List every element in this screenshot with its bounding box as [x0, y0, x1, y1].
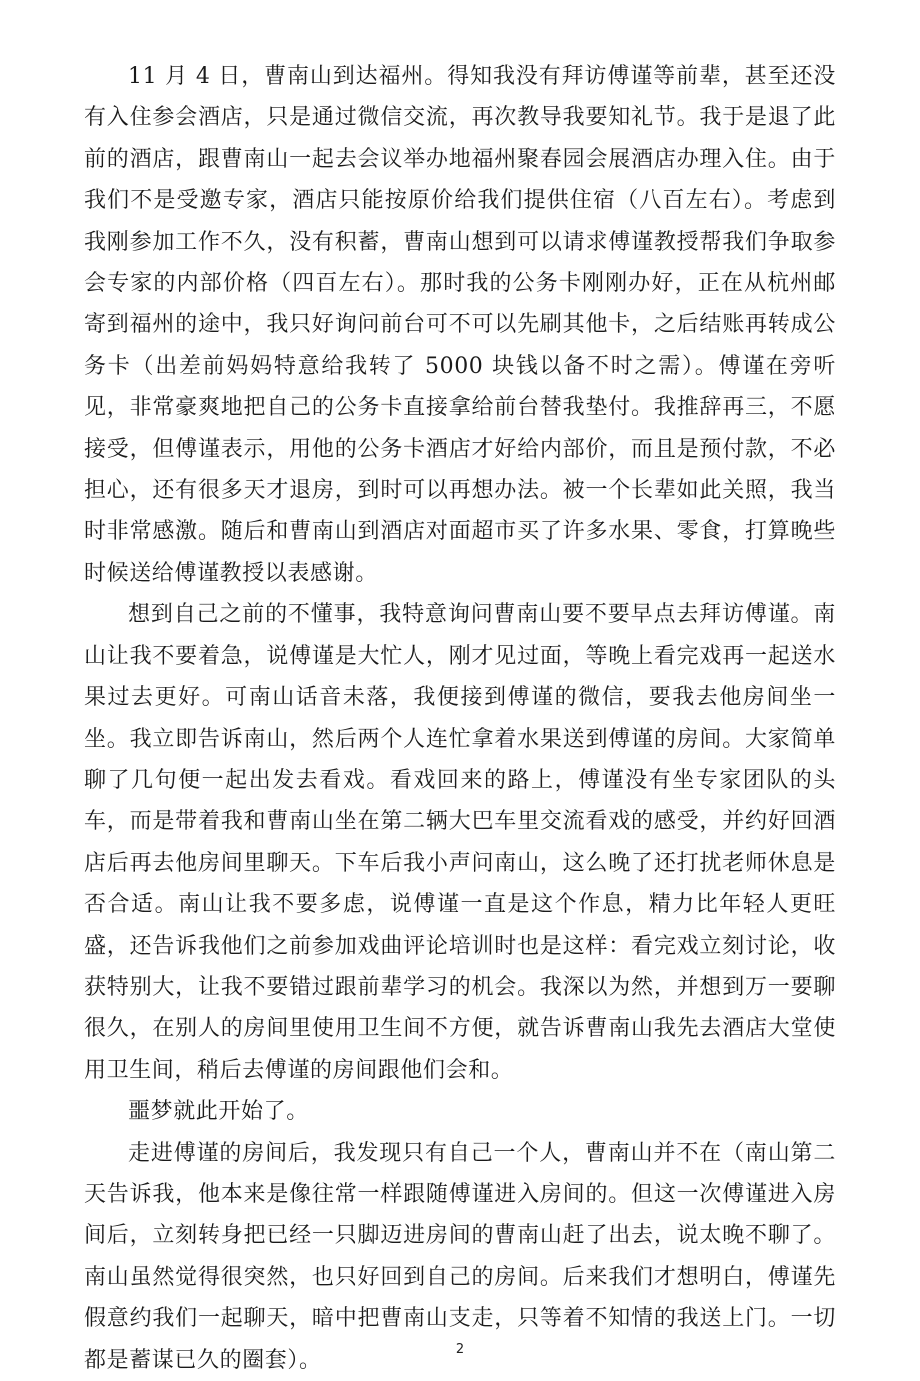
- page-number: 2: [455, 1342, 465, 1357]
- paragraph-3: 噩梦就此开始了。: [128, 1099, 309, 1125]
- paragraph-2: 想到自己之前的不懂事，我特意询问曹南山要不要早点去拜访傅谨。南山让我不要着急，说傅谨是大忙人，刚才见过面，等晚上看完戏再一起送水果过去更好。可南山话音未落，我便接到傅谨的微信，要我去他房间坐一坐。我立即告诉南山，然后两个人连忙拿着水果送到傅谨的房间。大家简单聊了几句便一起出发去看戏。看戏回来的路上，傅谨没有坐专家团队的头车，而是带着我和曹南山坐在第二辆大巴车里交流看戏的感受，并约好回酒店后再去他房间里聊天。下车后我小声问南山，这么晚了还打扰老师休息是否合适。南山让我不要多虑，说傅谨一直是这个作息，精力比年轻人更旺盛，还告诉我他们之前参加戏曲评论培训时也是这样：看完戏立刻讨论，收获特别大，让我不要错过跟前辈学习的机会。我深以为然，并想到万一要聊很久，在别人的房间里使用卫生间不方便，就告诉曹南山我先去酒店大堂使用卫生间，稍后去傅谨的房间跟他们会和。: [84, 602, 836, 1083]
- paragraph-1: 11 月 4 日，曹南山到达福州。得知我没有拜访傅谨等前辈，甚至还没有入住参会酒店，只是通过微信交流，再次教导我要知礼节。我于是退了此前的酒店，跟曹南山一起去会议举办地福州聚春园会展酒店办理入住。由于我们不是受邀专家，酒店只能按原价给我们提供住宿（八百左右）。考虑到我刚参加工作不久，没有积蓄，曹南山想到可以请求傅谨教授帮我们争取参会专家的内部价格（四百左右）。那时我的公务卡刚刚办好，正在从杭州邮寄到福州的途中，我只好询问前台可不可以先刷其他卡，之后结账再转成公务卡（出差前妈妈特意给我转了 5000 块钱以备不时之需）。傅谨在旁听见，非常豪爽地把自己的公务卡直接拿给前台替我垫付。我推辞再三，不愿接受，但傅谨表示，用他的公务卡酒店才好给内部价，而且是预付款，不必担心，还有很多天才退房，到时可以再想办法。被一个长辈如此关照，我当时非常感激。随后和曹南山到酒店对面超市买了许多水果、零食，打算晚些时候送给傅谨教授以表感谢。: [84, 64, 836, 586]
- paragraph-4: 走进傅谨的房间后，我发现只有自己一个人，曹南山并不在（南山第二天告诉我，他本来是像往常一样跟随傅谨进入房间的。但这一次傅谨进入房间后，立刻转身把已经一只脚迈进房间的曹南山赶了出去，说太晚不聊了。南山虽然觉得很突然，也只好回到自己的房间。后来我们才想明白，傅谨先假意约我们一起聊天，暗中把曹南山支走，只等着不知情的我送上门。一切都是蓄谋已久的圈套）。: [84, 1140, 836, 1373]
- body-text: [84, 56, 836, 1381]
